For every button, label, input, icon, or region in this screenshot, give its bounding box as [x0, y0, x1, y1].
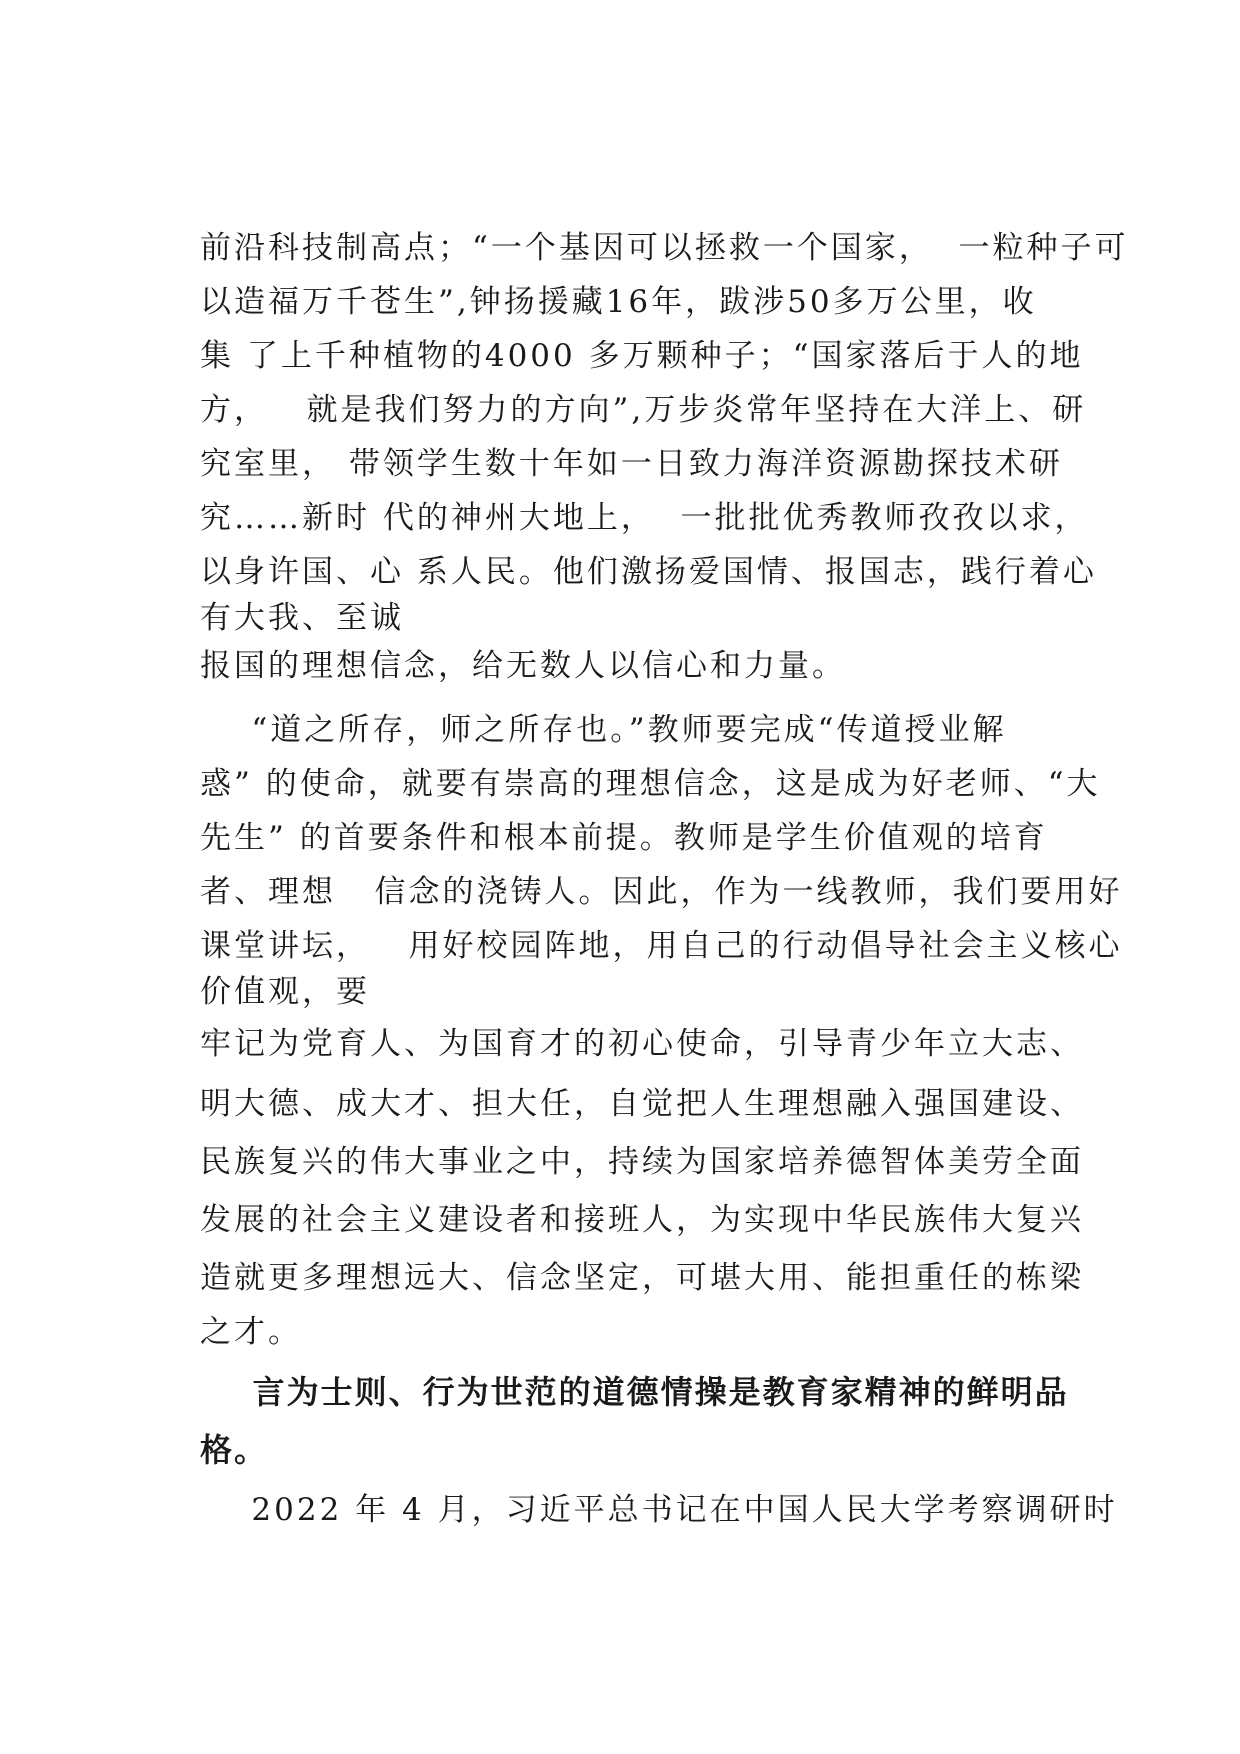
text-line: 者、理想 信念的浇铸人。因此，作为一线教师，我们要用好 [200, 874, 1123, 910]
text-line: 2022 年 4 月，习近平总书记在中国人民大学考察调研时 [200, 1492, 1118, 1528]
text-line: 惑” 的使命，就要有崇高的理想信念，这是成为好老师、“大 [200, 766, 1101, 802]
text-line: 价值观，要 [200, 974, 370, 1010]
text-line: 报国的理想信念，给无数人以信心和力量。 [200, 648, 846, 684]
text-line: 究室里， 带领学生数十年如一日致力海洋资源勘探技术研 [200, 446, 1063, 482]
text-line: 集 了上千种植物的4000 多万颗种子；“国家落后于人的地 [200, 338, 1084, 374]
text-line: 方， 就是我们努力的方向”,万步炎常年坚持在大洋上、研 [200, 392, 1087, 428]
emphasis-line: 格。 [200, 1431, 269, 1469]
text-line: 之才。 [200, 1314, 302, 1350]
text-line: 究……新时 代的神州大地上， 一批批优秀教师孜孜以求， [200, 500, 1089, 536]
text-line: 以造福万千苍生”,钟扬援藏16年，跋涉50多万公里，收 [200, 284, 1037, 320]
text-line: 造就更多理想远大、信念坚定，可堪大用、能担重任的栋梁 [200, 1260, 1084, 1296]
text-line: 课堂讲坛， 用好校园阵地，用自己的行动倡导社会主义核心 [200, 928, 1123, 964]
text-line: “道之所存，师之所存也。”教师要完成“传道授业解 [200, 712, 1007, 748]
text-line: 以身许国、心 系人民。他们激扬爱国情、报国志，践行着心 [200, 554, 1097, 590]
text-line: 明大德、成大才、担大任，自觉把人生理想融入强国建设、 [200, 1086, 1084, 1122]
text-line: 有大我、至诚 [200, 600, 404, 636]
text-line: 牢记为党育人、为国育才的初心使命，引导青少年立大志、 [200, 1026, 1084, 1062]
emphasis-line: 言为士则、行为世范的道德情操是教育家精神的鲜明品 [200, 1373, 1069, 1411]
text-line: 前沿科技制高点；“一个基因可以拯救一个国家， 一粒种子可 [200, 230, 1129, 266]
text-line: 发展的社会主义建设者和接班人，为实现中华民族伟大复兴 [200, 1202, 1084, 1238]
text-line: 民族复兴的伟大事业之中，持续为国家培养德智体美劳全面 [200, 1144, 1084, 1180]
text-line: 先生” 的首要条件和根本前提。教师是学生价值观的培育 [200, 820, 1048, 856]
